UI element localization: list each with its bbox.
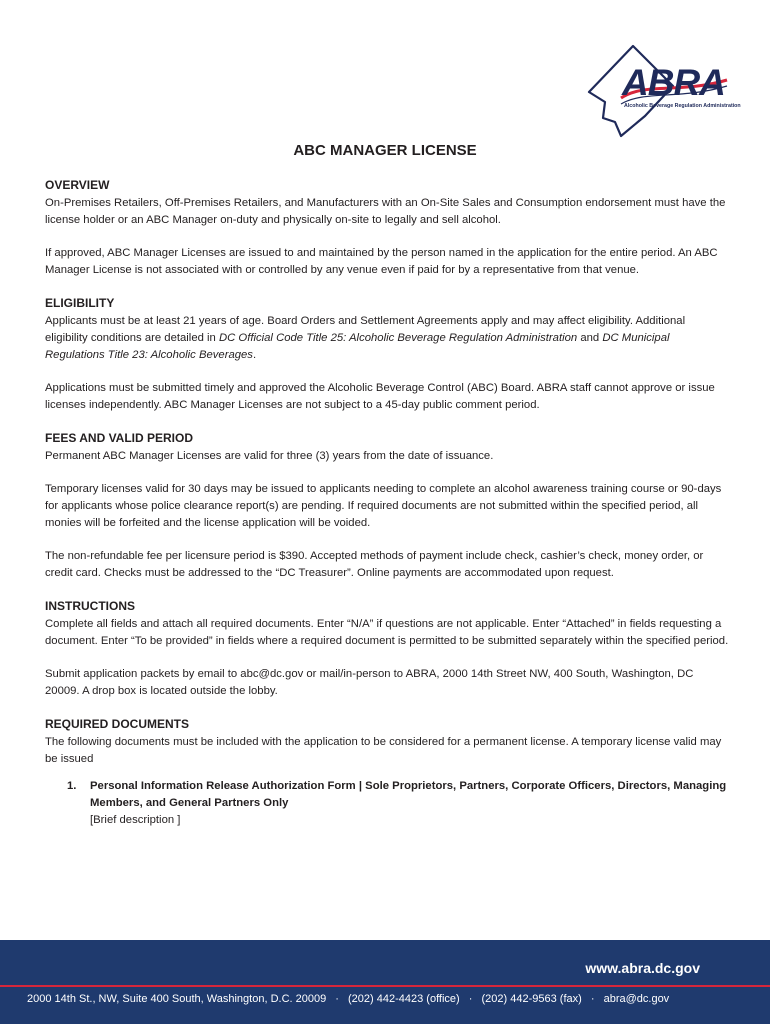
footer-website-link[interactable]: www.abra.dc.gov	[585, 960, 700, 976]
instructions-paragraph-2: Submit application packets by email to abc@dc.gov or mail/in-person to ABRA, 2000 14th Street NW, 400 South, Washington, DC 20009. A drop box is located outside the lobby.	[45, 668, 694, 697]
footer-separator: ·	[468, 993, 473, 1005]
instructions-section	[45, 598, 730, 700]
overview-heading: OVERVIEW	[45, 178, 110, 192]
footer-office-phone: (202) 442-4423 (office)	[348, 993, 460, 1005]
overview-paragraph-1: On-Premises Retailers, Off-Premises Retailers, and Manufacturers with an On-Site Sales and Consumption endorsement must have the license holder or an ABC Manager on-duty and physically on-site to legally and sell alcohol.	[45, 197, 726, 226]
fees-section	[45, 430, 730, 582]
eligibility-text-a: Applicants must be at least 21 years of age. Board Orders and Settlement Agreements apply and may affect eligibility. Additional eligibility conditions are detailed in	[45, 315, 686, 344]
eligibility-text-b: and	[577, 332, 603, 344]
overview-paragraph-2: If approved, ABC Manager Licenses are issued to and maintained by the person named in the application for the entire period. An ABC Manager License is not associated with or controlled by any venue even if paid for by a representative from that venue.	[45, 247, 718, 276]
instructions-paragraph-1: Complete all fields and attach all required documents. Enter “N/A” if questions are not applicable. Enter “Attached” in fields requesting a document. Enter “To be provided” in fields where a required document is permitted to be submitted separately within the specified period.	[45, 618, 729, 647]
required-documents-heading: REQUIRED DOCUMENTS	[45, 717, 190, 731]
logo-subtitle: Alcoholic Beverage Regulation Administration	[624, 103, 741, 109]
eligibility-paragraph-1	[45, 313, 730, 364]
required-documents-section	[45, 716, 730, 829]
logo-wordmark: ABRA	[622, 62, 725, 103]
list-item	[45, 778, 730, 829]
fees-heading: FEES AND VALID PERIOD	[45, 431, 194, 445]
list-item-description: [Brief description ]	[90, 814, 181, 826]
eligibility-section	[45, 295, 730, 414]
eligibility-paragraph-2: Applications must be submitted timely and approved the Alcoholic Beverage Control (ABC) Board. ABRA staff cannot approve or issue licenses independently. ABC Manager Licenses are not subject to a 45-day public comment period.	[45, 382, 715, 411]
fees-paragraph-3: The non-refundable fee per licensure period is $390. Accepted methods of payment include check, cashier’s check, money order, or credit card. Checks must be addressed to the “DC Treasurer”. Online payments are accommodated upon request.	[45, 550, 704, 579]
dc-code-reference: DC Official Code Title 25: Alcoholic Beverage Regulation Administration	[218, 332, 578, 344]
footer-email[interactable]: abra@dc.gov	[603, 993, 670, 1005]
overview-section	[45, 177, 730, 279]
fees-paragraph-1: Permanent ABC Manager Licenses are valid for three (3) years from the date of issuance.	[45, 450, 494, 462]
dcmr-reference: DC Municipal Regulations Title 23: Alcoholic Beverages	[45, 332, 670, 361]
footer-separator: ·	[335, 993, 339, 1005]
document-body	[45, 177, 730, 829]
fees-paragraph-2: Temporary licenses valid for 30 days may be issued to applicants needing to complete an alcohol awareness training course or 90-days for applicants whose police clearance report(s) are pending. If required documents are not submitted within the specified period, all monies will be forfeited and the license application will be voided.	[45, 483, 722, 529]
footer-contact-line	[27, 993, 747, 1005]
footer-fax: (202) 442-9563 (fax)	[481, 993, 582, 1005]
page-title: ABC MANAGER LICENSE	[293, 142, 477, 159]
required-documents-list	[45, 778, 730, 829]
footer-divider	[0, 985, 770, 987]
eligibility-heading: ELIGIBILITY	[45, 296, 115, 310]
list-item-title: Personal Information Release Authorization Form | Sole Proprietors, Partners, Corporate Officers, Directors, Managing Members, and General Partners Only	[90, 780, 727, 809]
eligibility-text-c: .	[252, 349, 257, 361]
footer-address: 2000 14th St., NW, Suite 400 South, Washington, D.C. 20009	[27, 993, 327, 1005]
instructions-heading: INSTRUCTIONS	[45, 599, 135, 613]
required-documents-paragraph: The following documents must be included with the application to be considered for a permanent license. A temporary license valid may be issued	[45, 736, 722, 765]
list-item-number: 1.	[67, 780, 77, 792]
footer-separator: ·	[590, 993, 595, 1005]
footer-bar	[0, 940, 770, 1024]
